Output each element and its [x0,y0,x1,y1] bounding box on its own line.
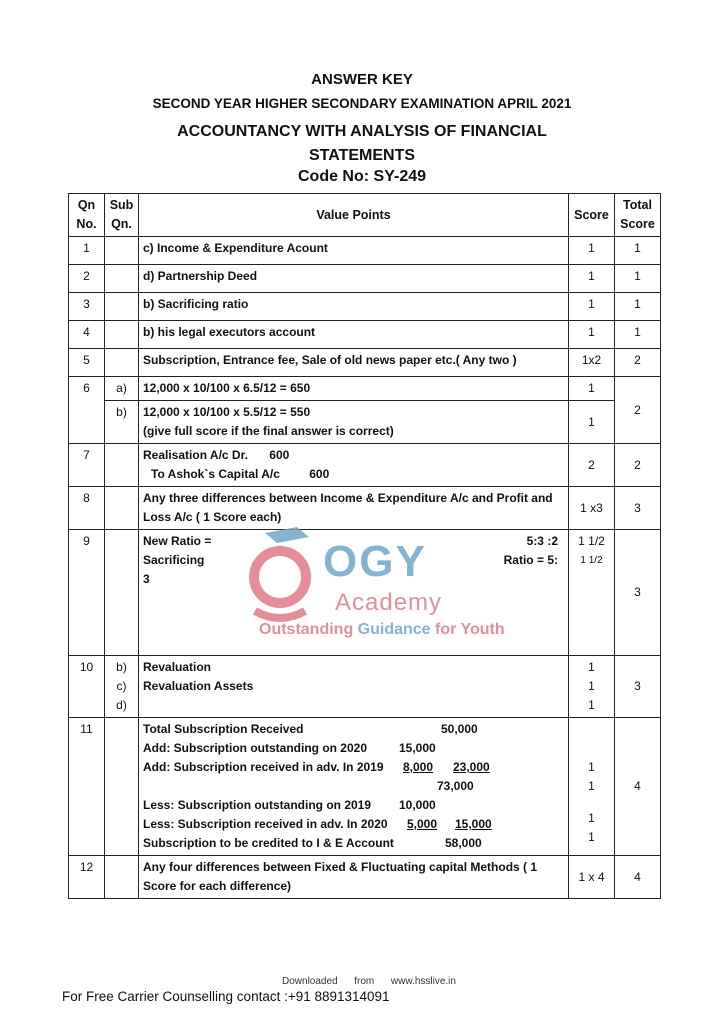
qn-cell: 1 [69,237,105,265]
score-line: 1 1/2 [578,534,605,548]
calc-label: Add: Subscription outstanding on 2020 [143,741,368,755]
calc-total: 73,000 [437,779,474,793]
journal-account: To Ashok`s Capital A/c [151,467,280,481]
score-cell [569,530,615,656]
value-cell: c) Income & Expenditure Acount [139,237,569,265]
score-line: 1 [588,698,595,712]
value-cell: d) Partnership Deed [139,265,569,293]
total-cell: 3 [615,656,661,718]
calc-line [143,815,564,834]
journal-line-debit [143,446,564,465]
contact-footer: For Free Carrier Counselling contact :+91 8891314091 [62,989,390,1004]
value-line [143,696,564,715]
value-line: 12,000 x 10/100 x 5.5/12 = 550 [143,405,311,419]
total-cell: 4 [615,718,661,856]
calc-line [143,796,564,815]
value-cell: Subscription, Entrance fee, Sale of old news paper etc.( Any two ) [139,349,569,377]
download-source: Downloaded from www.hsslive.in [282,976,456,987]
table-row [69,401,661,444]
score-line: 1 [588,760,595,774]
table-header-row [69,194,661,237]
qn-cell: 3 [69,293,105,321]
sub-line: c) [116,679,127,693]
table-row [69,530,661,656]
subject-title-line2: STATEMENTS [308,147,416,164]
total-cell: 3 [615,530,661,656]
code-number: Code No: SY-249 [297,168,427,185]
sub-line: d) [116,698,127,712]
value-line: Revaluation Assets [143,679,254,693]
value-cell [139,401,569,444]
calc-amount: 15,000 [399,741,436,755]
journal-line-credit [143,465,564,484]
total-cell: 3 [615,487,661,530]
calc-label: Subscription to be credited to I & E Account [143,836,394,850]
tagline-part: for Youth [430,621,505,638]
score-spacer [573,720,610,758]
value-cell: Any three differences between Income & Expenditure A/c and Profit and Loss A/c ( 1 Score each) [139,487,569,530]
journal-amount: 600 [309,467,330,481]
sub-cell [105,856,139,899]
table-row [69,444,661,487]
calc-line [143,739,564,758]
ratio-label: Sacrificing [143,553,205,567]
total-cell: 1 [615,265,661,293]
score-cell [569,718,615,856]
sub-cell [105,293,139,321]
table-row [69,856,661,899]
sub-cell [105,530,139,656]
qn-cell: 12 [69,856,105,899]
calc-line [143,777,564,796]
table-row [69,293,661,321]
calc-total: 58,000 [445,836,482,850]
value-cell: b) his legal executors account [139,321,569,349]
value-cell: 12,000 x 10/100 x 6.5/12 = 650 [139,377,569,401]
value-cell: b) Sacrificing ratio [139,293,569,321]
sub-cell: b) [105,401,139,444]
sub-cell [105,656,139,718]
score-cell: 1 x 4 [569,856,615,899]
value-line: (give full score if the final answer is correct) [143,424,394,438]
sub-cell [105,487,139,530]
sub-cell [105,321,139,349]
score-line: 1 [588,679,595,693]
value-cell [139,444,569,487]
sub-cell [105,265,139,293]
value-cell [139,656,569,718]
title-answer-key: ANSWER KEY [311,71,413,88]
value-cell [139,530,569,656]
score-cell: 1x2 [569,349,615,377]
header-qn: Qn No. [69,194,105,237]
table-row [69,265,661,293]
calc-amount: 5,000 [407,817,438,831]
sub-cell [105,718,139,856]
table-row [69,377,661,401]
table-row [69,718,661,856]
calc-label: Less: Subscription received in adv. In 2020 [143,817,388,831]
qn-cell: 2 [69,265,105,293]
tagline-part: Guidance [357,621,431,638]
qn-cell: 9 [69,530,105,656]
sub-cell [105,237,139,265]
header-total: Total Score [615,194,661,237]
qn-cell: 11 [69,718,105,856]
sub-cell: a) [105,377,139,401]
score-cell: 1 x3 [569,487,615,530]
value-line [143,532,564,551]
table-row [69,349,661,377]
total-cell: 4 [615,856,661,899]
table-row [69,656,661,718]
score-cell: 1 [569,265,615,293]
calc-line [143,758,564,777]
value-cell [139,718,569,856]
header-value-points: Value Points [139,194,569,237]
total-cell: 1 [615,237,661,265]
score-line: 1 [588,779,595,793]
calc-amount: 10,000 [399,798,436,812]
total-cell: 1 [615,293,661,321]
value-line: Revaluation [143,660,212,674]
table-row [69,487,661,530]
sub-cell [105,444,139,487]
tagline-part: Outstanding [259,621,358,638]
calc-line [143,834,564,853]
qn-cell: 6 [69,377,105,444]
sub-line: b) [116,660,127,674]
exam-title: SECOND YEAR HIGHER SECONDARY EXAMINATION APRIL 2021 [152,96,572,111]
qn-cell: 4 [69,321,105,349]
qn-cell: 10 [69,656,105,718]
table-row [69,321,661,349]
score-cell: 1 [569,401,615,444]
sub-cell [105,349,139,377]
score-spacer [573,796,610,809]
calc-amount: 8,000 [403,760,434,774]
watermark-brand: OGY [323,537,427,586]
calc-total: 15,000 [455,817,492,831]
score-cell: 1 [569,237,615,265]
value-cell: Any four differences between Fixed & Fluctuating capital Methods ( 1 Score for each difference) [139,856,569,899]
subject-title-line1: ACCOUNTANCY WITH ANALYSIS OF FINANCIAL [177,123,547,140]
subject-title [0,120,724,168]
score-line: 1 1/2 [580,555,603,566]
calc-line [143,720,564,739]
qn-cell: 7 [69,444,105,487]
total-cell: 2 [615,377,661,444]
score-cell [569,656,615,718]
value-line: 3 [143,572,150,586]
score-cell: 1 [569,321,615,349]
total-cell: 2 [615,349,661,377]
watermark-academy: Academy [335,589,443,616]
journal-amount: 600 [269,448,290,462]
header-score: Score [569,194,615,237]
calc-label: Less: Subscription outstanding on 2019 [143,798,372,812]
score-line: 1 [588,811,595,825]
ratio-label: New Ratio = [143,534,212,548]
score-cell: 1 [569,377,615,401]
ratio-value: Ratio = 5: [503,553,558,567]
ratio-value: 5:3 :2 [526,534,558,548]
qn-cell: 8 [69,487,105,530]
score-cell: 1 [569,293,615,321]
total-cell: 2 [615,444,661,487]
score-cell: 2 [569,444,615,487]
qn-cell: 5 [69,349,105,377]
header-sub: Sub Qn. [105,194,139,237]
calc-label: Total Subscription Received [143,722,304,736]
journal-account: Realisation A/c Dr. [143,448,248,462]
calc-label: Add: Subscription received in adv. In 2019 [143,760,384,774]
value-line [143,551,564,570]
table-row [69,237,661,265]
score-line: 1 [588,660,595,674]
calc-total: 50,000 [441,722,478,736]
score-line: 1 [588,830,595,844]
calc-total: 23,000 [453,760,490,774]
answer-key-table [68,193,661,899]
total-cell: 1 [615,321,661,349]
